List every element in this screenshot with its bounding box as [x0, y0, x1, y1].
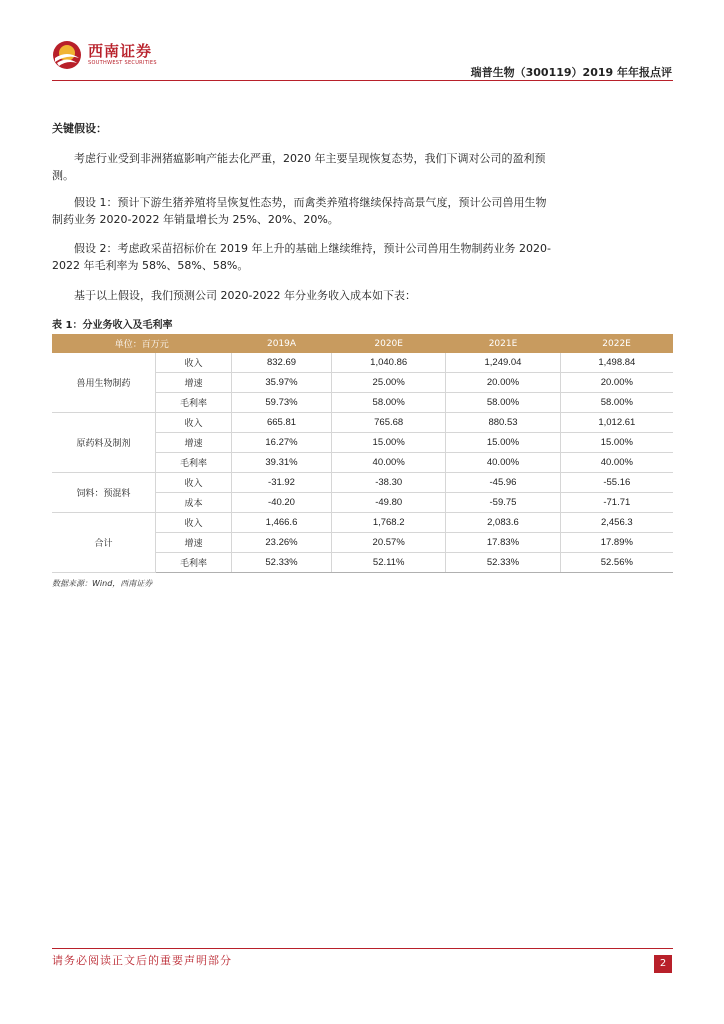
paragraph: 基于以上假设，我们预测公司 2020-2022 年分业务收入成本如下表： — [74, 289, 416, 302]
table-cell: -49.80 — [332, 493, 446, 513]
table-cell: 20.00% — [446, 373, 560, 393]
table-row — [52, 413, 673, 433]
metric-label: 毛利率 — [156, 553, 232, 573]
segment-label: 饲料：预混料 — [52, 473, 156, 513]
logo-text-en: SOUTHWEST SECURITIES — [88, 60, 157, 66]
metric-label: 收入 — [156, 473, 232, 493]
logo-text-cn: 西南证券 — [88, 42, 153, 60]
segment-label: 合计 — [52, 513, 156, 573]
unit-header: 单位：百万元 — [52, 334, 232, 353]
column-header: 2021E — [446, 334, 560, 353]
table-caption: 表 1：分业务收入及毛利率 — [52, 320, 173, 331]
table-cell: 58.00% — [560, 393, 673, 413]
table-cell: 880.53 — [446, 413, 560, 433]
table-cell: 1,466.6 — [232, 513, 332, 533]
company-logo — [52, 40, 157, 70]
table-cell: 1,040.86 — [332, 353, 446, 373]
metric-label: 毛利率 — [156, 393, 232, 413]
table-cell: -31.92 — [232, 473, 332, 493]
table-cell: 39.31% — [232, 453, 332, 473]
table-cell: 52.56% — [560, 553, 673, 573]
metric-label: 增速 — [156, 533, 232, 553]
column-header: 2020E — [332, 334, 446, 353]
table-cell: 58.00% — [332, 393, 446, 413]
table-cell: 15.00% — [332, 433, 446, 453]
column-header: 2022E — [560, 334, 673, 353]
column-header: 2019A — [232, 334, 332, 353]
header-divider — [52, 80, 673, 81]
table-cell: 58.00% — [446, 393, 560, 413]
table-cell: 17.83% — [446, 533, 560, 553]
table-cell: 15.00% — [560, 433, 673, 453]
table-cell: 20.57% — [332, 533, 446, 553]
table-row — [52, 353, 673, 373]
paragraph: 假设 2：考虑政采苗招标价在 2019 年上升的基础上继续维持，预计公司兽用生物制药业务 2020-2022 年毛利率为 58%、58%、58%。 — [52, 242, 551, 272]
metric-label: 成本 — [156, 493, 232, 513]
table-cell: 15.00% — [446, 433, 560, 453]
table-cell: 35.97% — [232, 373, 332, 393]
table-row — [52, 513, 673, 533]
report-title: 瑞普生物（300119）2019 年年报点评 — [470, 66, 672, 79]
table-cell: 1,012.61 — [560, 413, 673, 433]
table-cell: 1,498.84 — [560, 353, 673, 373]
table-cell: -71.71 — [560, 493, 673, 513]
logo-icon — [52, 40, 82, 70]
table-cell: -45.96 — [446, 473, 560, 493]
page-header — [52, 38, 672, 82]
table-cell: -55.16 — [560, 473, 673, 493]
metric-label: 增速 — [156, 433, 232, 453]
table-cell: 40.00% — [332, 453, 446, 473]
data-source-note: 数据来源：Wind，西南证券 — [52, 579, 153, 588]
table-cell: 40.00% — [446, 453, 560, 473]
metric-label: 收入 — [156, 353, 232, 373]
footer-disclaimer: 请务必阅读正文后的重要声明部分 — [52, 954, 232, 967]
table-header-row — [52, 334, 673, 353]
table-cell: 832.69 — [232, 353, 332, 373]
table-cell: 52.33% — [446, 553, 560, 573]
table-cell: 40.00% — [560, 453, 673, 473]
metric-label: 收入 — [156, 513, 232, 533]
table-cell: 23.26% — [232, 533, 332, 553]
table-cell: 2,083.6 — [446, 513, 560, 533]
page-number: 2 — [654, 955, 672, 973]
forecast-table — [52, 334, 673, 573]
table-cell: 2,456.3 — [560, 513, 673, 533]
section-heading: 关键假设： — [52, 122, 107, 135]
document-body — [52, 120, 672, 331]
table-row — [52, 473, 673, 493]
paragraph: 考虑行业受到非洲猪瘟影响产能去化严重，2020 年主要呈现恢复态势，我们下调对公司的盈利预测。 — [52, 152, 546, 182]
paragraph: 假设 1：预计下游生猪养殖将呈恢复性态势，而禽类养殖将继续保持高景气度，预计公司兽用生物制药业务 2020-2022 年销量增长为 25%、20%、20%。 — [52, 196, 547, 226]
table-cell: 765.68 — [332, 413, 446, 433]
metric-label: 毛利率 — [156, 453, 232, 473]
table-cell: -40.20 — [232, 493, 332, 513]
table-cell: 665.81 — [232, 413, 332, 433]
segment-label: 原药料及制剂 — [52, 413, 156, 473]
metric-label: 增速 — [156, 373, 232, 393]
metric-label: 收入 — [156, 413, 232, 433]
table-cell: 16.27% — [232, 433, 332, 453]
table-cell: 20.00% — [560, 373, 673, 393]
table-cell: -59.75 — [446, 493, 560, 513]
table-cell: 52.33% — [232, 553, 332, 573]
table-cell: 59.73% — [232, 393, 332, 413]
table-cell: 1,768.2 — [332, 513, 446, 533]
table-cell: 17.89% — [560, 533, 673, 553]
table-cell: -38.30 — [332, 473, 446, 493]
table-cell: 25.00% — [332, 373, 446, 393]
table-cell: 52.11% — [332, 553, 446, 573]
table-cell: 1,249.04 — [446, 353, 560, 373]
footer-divider — [52, 948, 673, 949]
segment-label: 兽用生物制药 — [52, 353, 156, 413]
